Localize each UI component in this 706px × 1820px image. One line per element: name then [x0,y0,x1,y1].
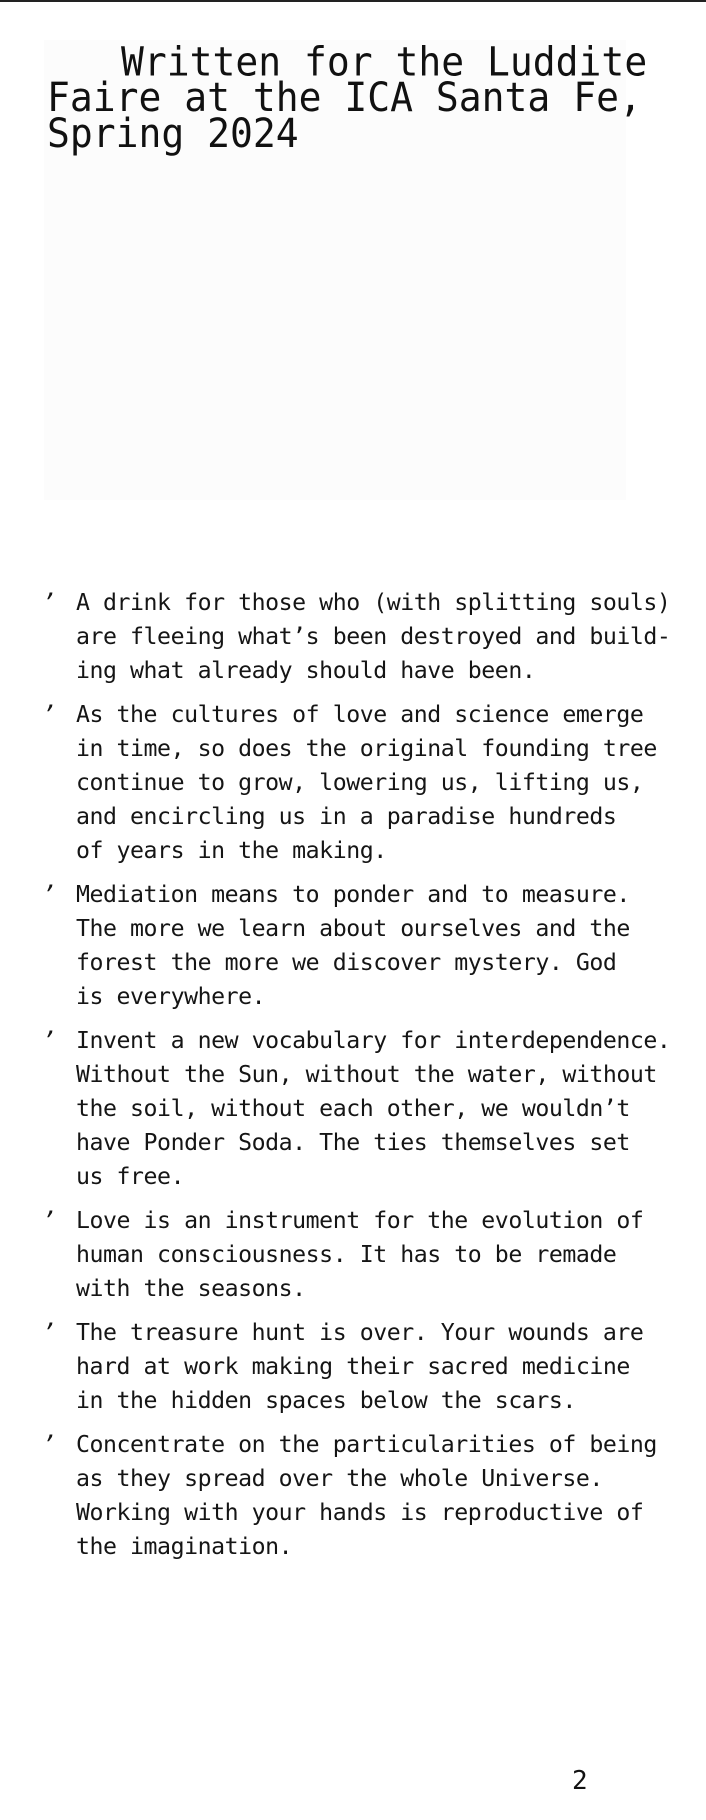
page-title [47,38,648,157]
bullet-1-line-3: ing what already should have been. [76,657,536,684]
bullet-4-line-1: Invent a new vocabulary for interdependence. [76,1027,671,1054]
bullet-item-5 [40,1204,680,1306]
bullet-mark-icon: ’ [42,882,56,908]
title-line-1: Written for the Luddite [121,38,648,85]
bullet-2-line-5: of years in the making. [76,837,387,864]
bullet-6-line-3: in the hidden spaces below the scars. [76,1387,576,1414]
bullet-list [40,586,680,1574]
bullet-4-line-4: have Ponder Soda. The ties themselves set [76,1129,630,1156]
bullet-5-line-1: Love is an instrument for the evolution of [76,1207,644,1234]
bullet-2-line-4: and encircling us in a paradise hundreds [76,803,617,830]
bullet-7-line-3: Working with your hands is reproductive of [76,1499,644,1526]
top-rule [0,0,706,2]
bullet-2-line-1: As the cultures of love and science emerge [76,701,644,728]
bullet-3-line-3: forest the more we discover mystery. God [76,949,617,976]
bullet-7-line-1: Concentrate on the particularities of being [76,1431,657,1458]
bullet-mark-icon: ’ [42,1028,56,1054]
bullet-5-line-3: with the seasons. [76,1275,306,1302]
bullet-item-2 [40,698,680,868]
bullet-2-line-2: in time, so does the original founding tree [76,735,657,762]
bullet-mark-icon: ’ [42,590,56,616]
bullet-item-1 [40,586,680,688]
bullet-3-line-2: The more we learn about ourselves and the [76,915,630,942]
bullet-6-line-2: hard at work making their sacred medicine [76,1353,630,1380]
bullet-item-6 [40,1316,680,1418]
bullet-item-3 [40,878,680,1014]
bullet-3-line-1: Mediation means to ponder and to measure. [76,881,630,908]
bullet-item-4 [40,1024,680,1194]
page-number: 2 [572,1766,588,1796]
bullet-mark-icon: ’ [42,1320,56,1346]
bullet-mark-icon: ’ [42,1208,56,1234]
bullet-item-7 [40,1428,680,1564]
bullet-6-line-1: The treasure hunt is over. Your wounds are [76,1319,644,1346]
bullet-4-line-3: the soil, without each other, we wouldn’t [76,1095,630,1122]
bullet-2-line-3: continue to grow, lowering us, lifting us, [76,769,644,796]
bullet-7-line-4: the imagination. [76,1533,293,1560]
bullet-mark-icon: ’ [42,1432,56,1458]
bullet-5-line-2: human consciousness. It has to be remade [76,1241,617,1268]
title-line-3: Spring 2024 [47,110,299,157]
bullet-mark-icon: ’ [42,702,56,728]
bullet-3-line-4: is everywhere. [76,983,266,1010]
bullet-7-line-2: as they spread over the whole Universe. [76,1465,603,1492]
bullet-4-line-5: us free. [76,1163,185,1190]
bullet-4-line-2: Without the Sun, without the water, without [76,1061,657,1088]
bullet-1-line-2: are fleeing what’s been destroyed and build- [76,623,671,650]
title-line-2: Faire at the ICA Santa Fe, [47,74,642,121]
bullet-1-line-1: A drink for those who (with splitting souls) [76,589,671,616]
